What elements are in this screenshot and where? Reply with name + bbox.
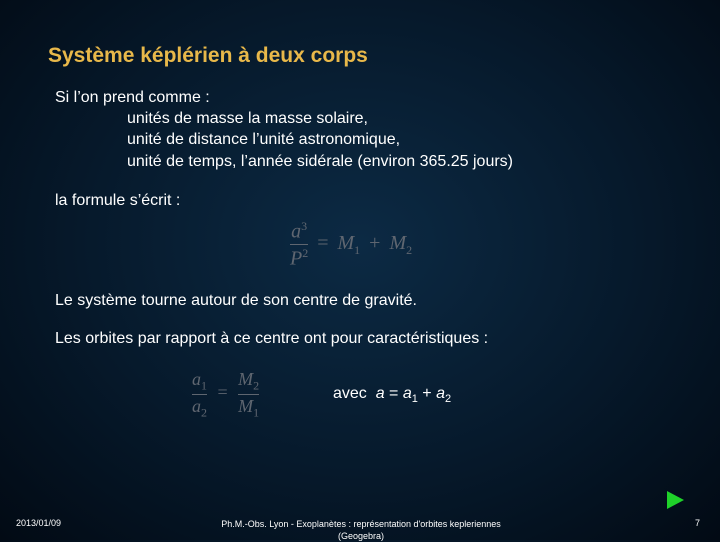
page-number: 7 (695, 518, 701, 528)
slide-title: Système képlérien à deux corps (48, 44, 368, 67)
ratio-left: $\frac{a_1}{a_2}$ (192, 369, 207, 420)
formula-fraction: $\frac{a^3}{P^2}$ (290, 219, 309, 270)
orbits-text: Les orbites par rapport à ce centre ont pour caractéristiques : (55, 330, 489, 347)
next-slide-arrow-icon[interactable] (667, 491, 684, 509)
unit-time: unité de temps, l’année sidérale (environ 365.25 jours) (127, 153, 514, 170)
footer-caption: Ph.M.-Obs. Lyon - Exoplanètes : représentation d'orbites kepleriennes (Geogebra) (221, 519, 501, 541)
formula-intro: la formule s’écrit : (55, 192, 181, 209)
footer-date: 2013/01/09 (16, 518, 62, 528)
unit-mass: unités de masse la masse solaire, (127, 110, 368, 127)
unit-distance: unité de distance l’unité astronomique, (127, 131, 401, 148)
kepler-formula: $\frac{a^3}{P^2}$ = $M_1 + M_2$ (290, 219, 413, 270)
intro-text: Si l’on prend comme : (55, 89, 210, 106)
ratio-formula: $\frac{a_1}{a_2}$ = $\frac{M_2}{M_1}$ (192, 369, 260, 420)
gravity-text: Le système tourne autour de son centre de gravité. (55, 292, 417, 309)
avec-text: avec $a = a_1 + a_2$ (333, 385, 452, 406)
ratio-right: $\frac{M_2}{M_1}$ (238, 369, 260, 420)
